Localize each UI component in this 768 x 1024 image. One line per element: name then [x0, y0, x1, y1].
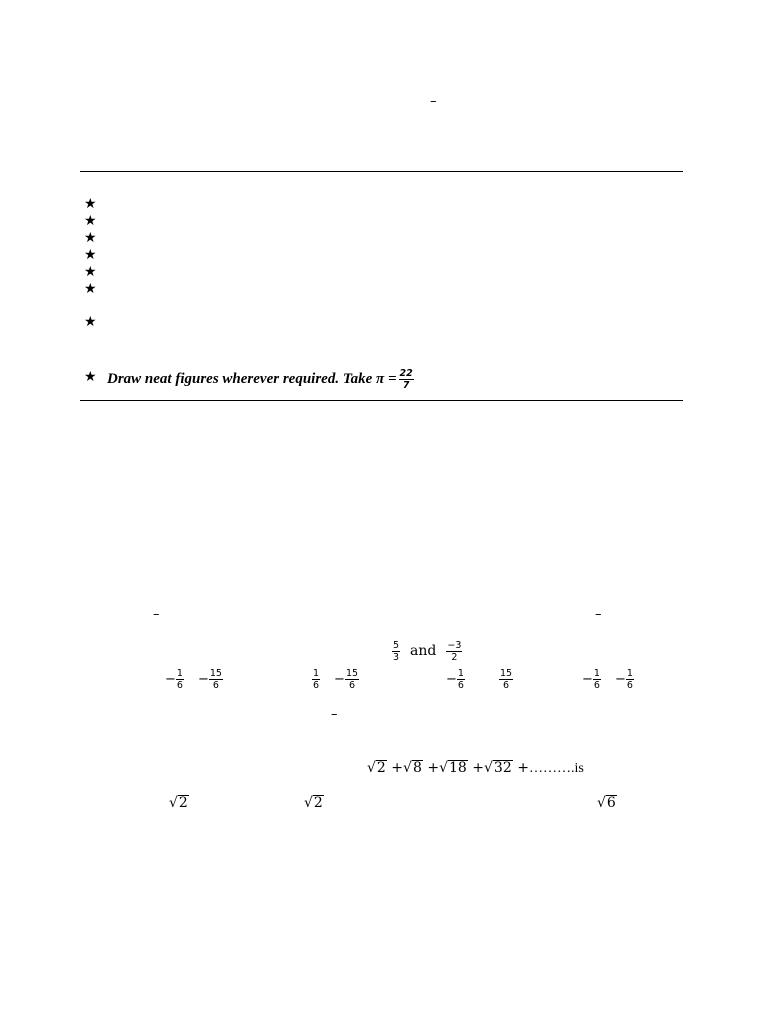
option-b-f1-num: 1: [313, 668, 320, 679]
pi-numerator: 22: [399, 368, 413, 379]
plus-sign: +: [391, 760, 404, 776]
top-rule: [80, 171, 683, 172]
q2-option-a[interactable]: [169, 795, 189, 811]
q1-fraction-b-denominator: 2: [451, 652, 458, 663]
option-a-f2-num: 15: [209, 668, 222, 679]
q2-term-2: 8: [412, 760, 422, 776]
option-d-sign1: −: [582, 672, 593, 688]
radical-icon: √: [169, 795, 178, 811]
option-d-f2-num: 1: [626, 668, 633, 679]
option-c-f2-den: 6: [502, 680, 510, 691]
option-a-fraction2: [209, 668, 223, 691]
plus-sign: +: [427, 760, 440, 776]
option-a-f1-num: 1: [176, 668, 183, 679]
option-b-fraction2: [345, 668, 359, 691]
option-d-fraction2: [626, 668, 634, 691]
q2-option-a-value: 2: [178, 795, 188, 811]
q1-option-c[interactable]: [446, 668, 513, 691]
radical-icon: √: [439, 760, 448, 776]
radical-icon: √: [597, 795, 606, 811]
q2-option-d-value: 6: [606, 795, 616, 811]
radical-icon: √: [304, 795, 313, 811]
pi-denominator: 7: [402, 380, 410, 391]
header-minus-mark: –: [430, 94, 437, 109]
radical-icon: √: [367, 760, 376, 776]
q2-term-4: 32: [493, 760, 512, 776]
radical-icon: √: [484, 760, 493, 776]
option-d-fraction1: [593, 668, 601, 691]
pi-fraction: [399, 368, 414, 391]
q1-joiner: and: [410, 643, 437, 660]
instruction-star-2: ★: [84, 213, 97, 229]
instruction-star-5: ★: [84, 264, 97, 280]
option-c-f2-num: 15: [499, 668, 513, 679]
plus-sign: +: [472, 760, 484, 776]
option-b-f2-num: 15: [345, 668, 359, 679]
option-d-f1-num: 1: [593, 668, 600, 679]
q1-trailing-minus: –: [331, 707, 338, 722]
q1-stem-fractions: [392, 640, 462, 663]
instruction-star-3: ★: [84, 230, 97, 246]
bottom-rule: [80, 400, 683, 401]
option-a-f1-den: 6: [176, 680, 183, 691]
option-a-fraction1: [176, 668, 184, 691]
option-c-fraction1: [457, 668, 465, 691]
instruction-star-6: ★: [84, 281, 97, 297]
option-b-f2-den: 6: [348, 680, 356, 691]
plus-sign: +: [517, 760, 529, 776]
q2-series: [367, 760, 584, 777]
q1-fraction-a-numerator: 5: [393, 640, 400, 651]
q1-fraction-b-numerator: −3: [447, 640, 462, 651]
q2-option-d[interactable]: [597, 795, 617, 811]
instruction-star-1: ★: [84, 196, 97, 212]
q1-fraction-a: [392, 640, 400, 663]
q2-option-b[interactable]: [304, 795, 324, 811]
q1-fraction-a-denominator: 3: [393, 652, 400, 663]
option-a-f2-den: 6: [212, 680, 219, 691]
instruction-star-4: ★: [84, 247, 97, 263]
instruction-star-8: ★: [84, 369, 97, 385]
option-a-sign2: −: [197, 672, 209, 688]
option-b-f1-den: 6: [313, 680, 320, 691]
option-b-fraction1: [312, 668, 320, 691]
instruction-star-7: ★: [84, 314, 97, 330]
q2-tail: ……….is: [528, 761, 584, 776]
q2-option-b-value: 2: [313, 795, 323, 811]
q1-option-d[interactable]: [582, 668, 634, 691]
option-d-sign2: −: [614, 672, 626, 688]
option-a-sign1: −: [165, 672, 176, 688]
option-c-sign1: −: [446, 672, 457, 688]
instruction-figures-pi: [107, 368, 414, 391]
option-d-f1-den: 6: [593, 680, 600, 691]
q1-left-minus: –: [153, 607, 160, 622]
option-b-sign2: −: [334, 672, 345, 688]
q1-option-b[interactable]: [312, 668, 359, 691]
q1-right-minus: –: [595, 607, 602, 622]
instruction-text: Draw neat figures wherever required. Take π =: [107, 370, 397, 387]
option-d-f2-den: 6: [626, 680, 633, 691]
q2-term-1: 2: [376, 760, 386, 776]
option-c-f1-den: 6: [457, 680, 464, 691]
q1-fraction-b: [446, 640, 462, 663]
option-c-f1-num: 1: [457, 668, 464, 679]
radical-icon: √: [403, 760, 412, 776]
q2-term-3: 18: [448, 760, 467, 776]
option-c-fraction2: [499, 668, 513, 691]
q1-option-a[interactable]: [165, 668, 223, 691]
